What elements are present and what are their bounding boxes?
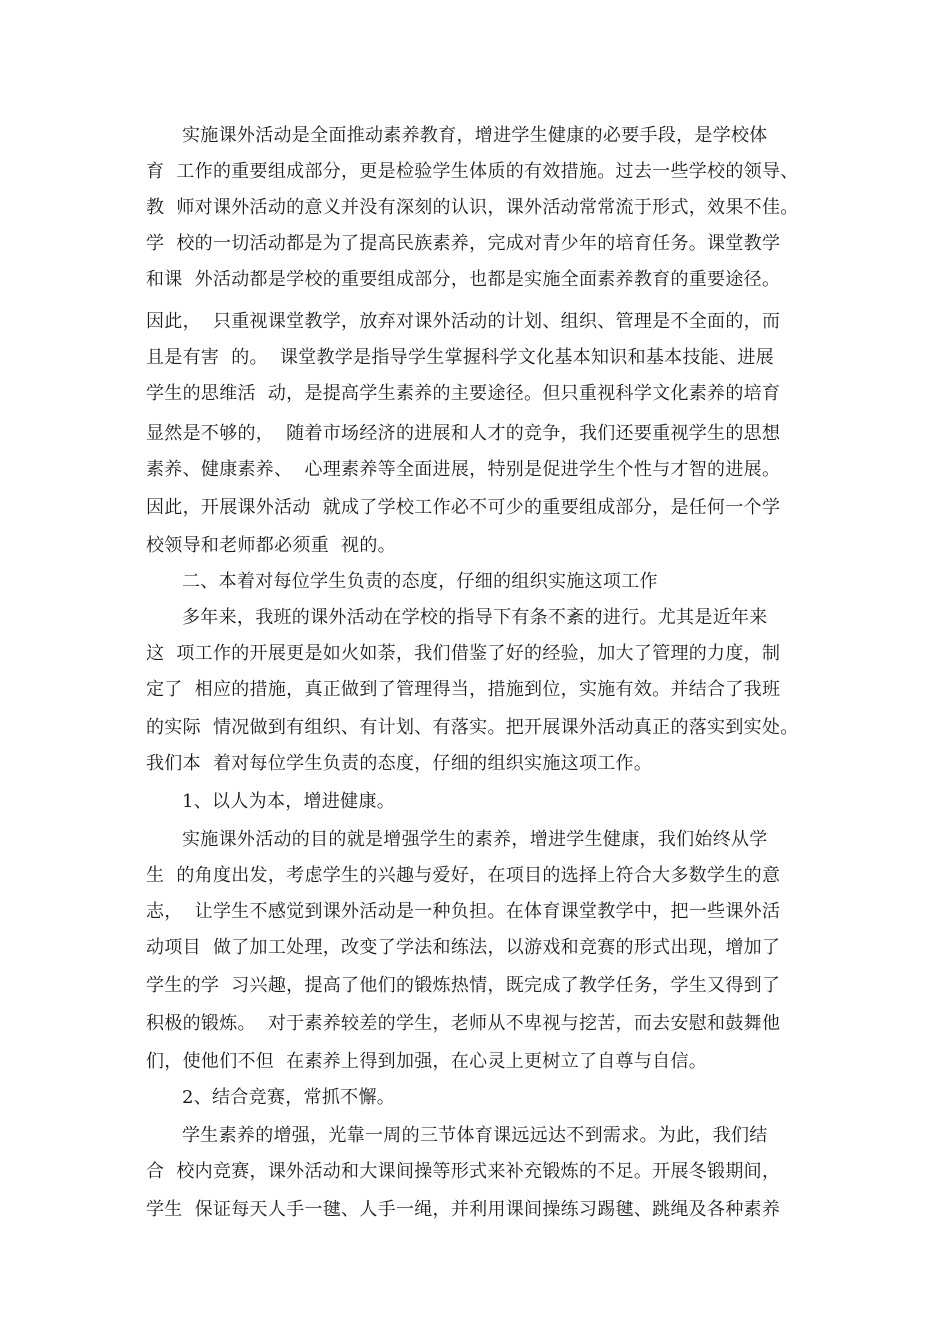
body-line: 多年来，我班的课外活动在学校的指导下有条不紊的进行。尤其是近年来 (182, 607, 768, 628)
body-line: 实施课外活动是全面推动素养教育，增进学生健康的必要手段，是学校体 (182, 125, 768, 146)
body-line: 素养、健康素养、 心理素养等全面进展，特别是促进学生个性与才智的进展。 (146, 459, 781, 480)
body-line: 生 的角度出发，考虑学生的兴趣与爱好，在项目的选择上符合大多数学生的意 (146, 865, 781, 886)
body-line: 动项目 做了加工处理，改变了学法和练法，以游戏和竞赛的形式出现，增加了 (146, 937, 781, 958)
body-line: 因此， 只重视课堂教学，放弃对课外活动的计划、组织、管理是不全面的，而 (146, 311, 781, 332)
body-line: 且是有害 的。 课堂教学是指导学生掌握科学文化基本知识和基本技能、进展 (146, 347, 774, 368)
body-line: 校领导和老师都必须重 视的。 (146, 535, 396, 556)
body-line: 合 校内竞赛，课外活动和大课间操等形式来补充锻炼的不足。开展冬锻期间， (146, 1161, 781, 1182)
body-line: 积极的锻炼。 对于素养较差的学生，老师从不卑视与挖苦，而去安慰和鼓舞他 (146, 1013, 781, 1034)
body-line: 们，使他们不但 在素养上得到加强，在心灵上更树立了自尊与自信。 (146, 1051, 708, 1072)
body-line: 育 工作的重要组成部分，更是检验学生体质的有效措施。过去一些学校的领导、 (146, 161, 799, 182)
subsection-heading: 1、以人为本，增进健康。 (182, 791, 396, 812)
body-line: 学生素养的增强，光靠一周的三节体育课远远达不到需求。为此，我们结 (182, 1125, 768, 1146)
body-line: 学 校的一切活动都是为了提高民族素养，完成对青少年的培育任务。课堂教学 (146, 233, 781, 254)
body-line: 和课 外活动都是学校的重要组成部分，也都是实施全面素养教育的重要途径。 (146, 269, 781, 290)
body-line: 志， 让学生不感觉到课外活动是一种负担。在体育课堂教学中，把一些课外活 (146, 901, 781, 922)
body-line: 定了 相应的措施，真正做到了管理得当，措施到位，实施有效。并结合了我班 (146, 679, 781, 700)
body-line: 我们本 着对每位学生负责的态度，仔细的组织实施这项工作。 (146, 753, 653, 774)
section-heading: 二、本着对每位学生负责的态度，仔细的组织实施这项工作 (182, 571, 658, 592)
body-line: 因此，开展课外活动 就成了学校工作必不可少的重要组成部分，是任何一个学 (146, 497, 781, 518)
body-line: 教 师对课外活动的意义并没有深刻的认识，课外活动常常流于形式，效果不佳。 (146, 197, 799, 218)
body-line: 学生 保证每天人手一毽、人手一绳，并利用课间操练习踢毽、跳绳及各种素养 (146, 1199, 781, 1220)
subsection-heading: 2、结合竞赛，常抓不懈。 (182, 1087, 396, 1108)
body-line: 学生的学 习兴趣，提高了他们的锻炼热情，既完成了教学任务，学生又得到了 (146, 975, 781, 996)
body-line: 实施课外活动的目的就是增强学生的素养，增进学生健康，我们始终从学 (182, 829, 768, 850)
body-line: 学生的思维活 动，是提高学生素养的主要途径。但只重视科学文化素养的培育 (146, 383, 781, 404)
body-line: 这 项工作的开展更是如火如荼，我们借鉴了好的经验，加大了管理的力度，制 (146, 643, 781, 664)
body-line: 显然是不够的， 随着市场经济的进展和人才的竞争，我们还要重视学生的思想 (146, 423, 781, 444)
body-line: 的实际 情况做到有组织、有计划、有落实。把开展课外活动真正的落实到实处。 (146, 717, 799, 738)
